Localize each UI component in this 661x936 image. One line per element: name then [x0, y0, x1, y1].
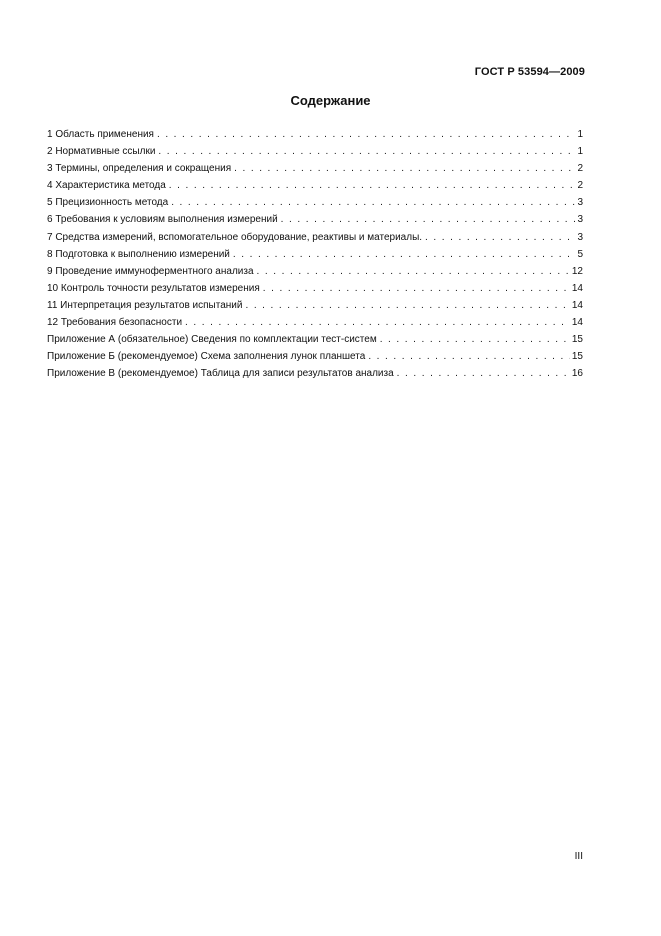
- toc-entry-appendix-v[interactable]: [47, 365, 583, 382]
- page-number: III: [574, 851, 583, 862]
- toc-entry-10[interactable]: [47, 280, 583, 297]
- toc-entry-11[interactable]: [47, 297, 583, 314]
- toc-entry-4[interactable]: [47, 177, 583, 194]
- document-code: ГОСТ Р 53594—2009: [474, 66, 585, 78]
- toc-leader-dots: [157, 126, 575, 143]
- toc-entry-text: 2 Нормативные ссылки: [47, 146, 156, 158]
- toc-entry-3[interactable]: [47, 160, 583, 177]
- toc-entry-text: Приложение В (рекомендуемое) Таблица для записи результатов анализа: [47, 368, 394, 380]
- toc-leader-dots: [368, 348, 570, 365]
- toc-entry-page: 3: [577, 197, 583, 209]
- toc-entry-text: 7 Средства измерений, вспомогательное оборудование, реактивы и материалы.: [47, 231, 423, 243]
- toc-entry-appendix-b[interactable]: [47, 348, 583, 365]
- toc-leader-dots: [263, 280, 570, 297]
- toc-entry-text: 12 Требования безопасности: [47, 317, 183, 329]
- toc-entry-page: 15: [571, 351, 583, 363]
- toc-entry-text: Приложение Б (рекомендуемое) Схема заполнения лунок планшета: [47, 351, 366, 363]
- toc-entry-page: 1: [577, 146, 583, 158]
- table-of-contents: [47, 126, 583, 382]
- toc-leader-dots: [397, 365, 570, 382]
- toc-entry-page: 5: [577, 248, 583, 260]
- toc-entry-page: 1: [577, 129, 583, 140]
- toc-leader-dots: [185, 314, 570, 331]
- toc-title: Содержание: [290, 93, 371, 108]
- toc-entry-page: 14: [571, 282, 583, 294]
- toc-entry-page: 16: [571, 368, 583, 380]
- toc-leader-dots: [425, 229, 575, 246]
- toc-entry-page: 14: [571, 299, 583, 311]
- toc-entry-page: 15: [571, 334, 583, 346]
- toc-entry-page: 3: [577, 214, 583, 226]
- toc-entry-2[interactable]: [47, 143, 583, 160]
- toc-entry-text: 1 Область применения: [47, 129, 154, 140]
- toc-entry-6[interactable]: [47, 211, 583, 228]
- toc-entry-text: 3 Термины, определения и сокращения: [47, 163, 232, 175]
- toc-leader-dots: [169, 177, 576, 194]
- toc-entry-page: 12: [571, 265, 583, 277]
- toc-leader-dots: [380, 331, 570, 348]
- toc-entry-page: 2: [577, 163, 583, 175]
- toc-entry-text: 9 Проведение иммуноферментного анализа: [47, 265, 254, 277]
- toc-entry-5[interactable]: [47, 194, 583, 211]
- toc-entry-appendix-a[interactable]: [47, 331, 583, 348]
- toc-entry-page: 14: [571, 317, 583, 329]
- toc-entry-7[interactable]: [47, 229, 583, 246]
- toc-leader-dots: [171, 194, 575, 211]
- toc-entry-text: 4 Характеристика метода: [47, 180, 166, 192]
- toc-entry-9[interactable]: [47, 263, 583, 280]
- toc-entry-12[interactable]: [47, 314, 583, 331]
- toc-entry-text: 8 Подготовка к выполнению измерений: [47, 248, 230, 260]
- toc-entry-page: 2: [577, 180, 583, 192]
- toc-entry-text: 6 Требования к условиям выполнения измерений: [47, 214, 278, 226]
- toc-entry-page: 3: [577, 231, 583, 243]
- toc-leader-dots: [281, 211, 576, 228]
- toc-entry-text: Приложение А (обязательное) Сведения по комплектации тест-систем: [47, 334, 377, 346]
- toc-leader-dots: [158, 143, 575, 160]
- toc-entry-text: 11 Интерпретация результатов испытаний: [47, 299, 243, 311]
- toc-entry-8[interactable]: [47, 246, 583, 263]
- toc-leader-dots: [234, 160, 575, 177]
- toc-entry-1[interactable]: [47, 126, 583, 143]
- toc-leader-dots: [257, 263, 570, 280]
- toc-entry-text: 5 Прецизионность метода: [47, 197, 169, 209]
- toc-leader-dots: [233, 246, 576, 263]
- toc-entry-text: 10 Контроль точности результатов измерения: [47, 282, 260, 294]
- toc-leader-dots: [245, 297, 569, 314]
